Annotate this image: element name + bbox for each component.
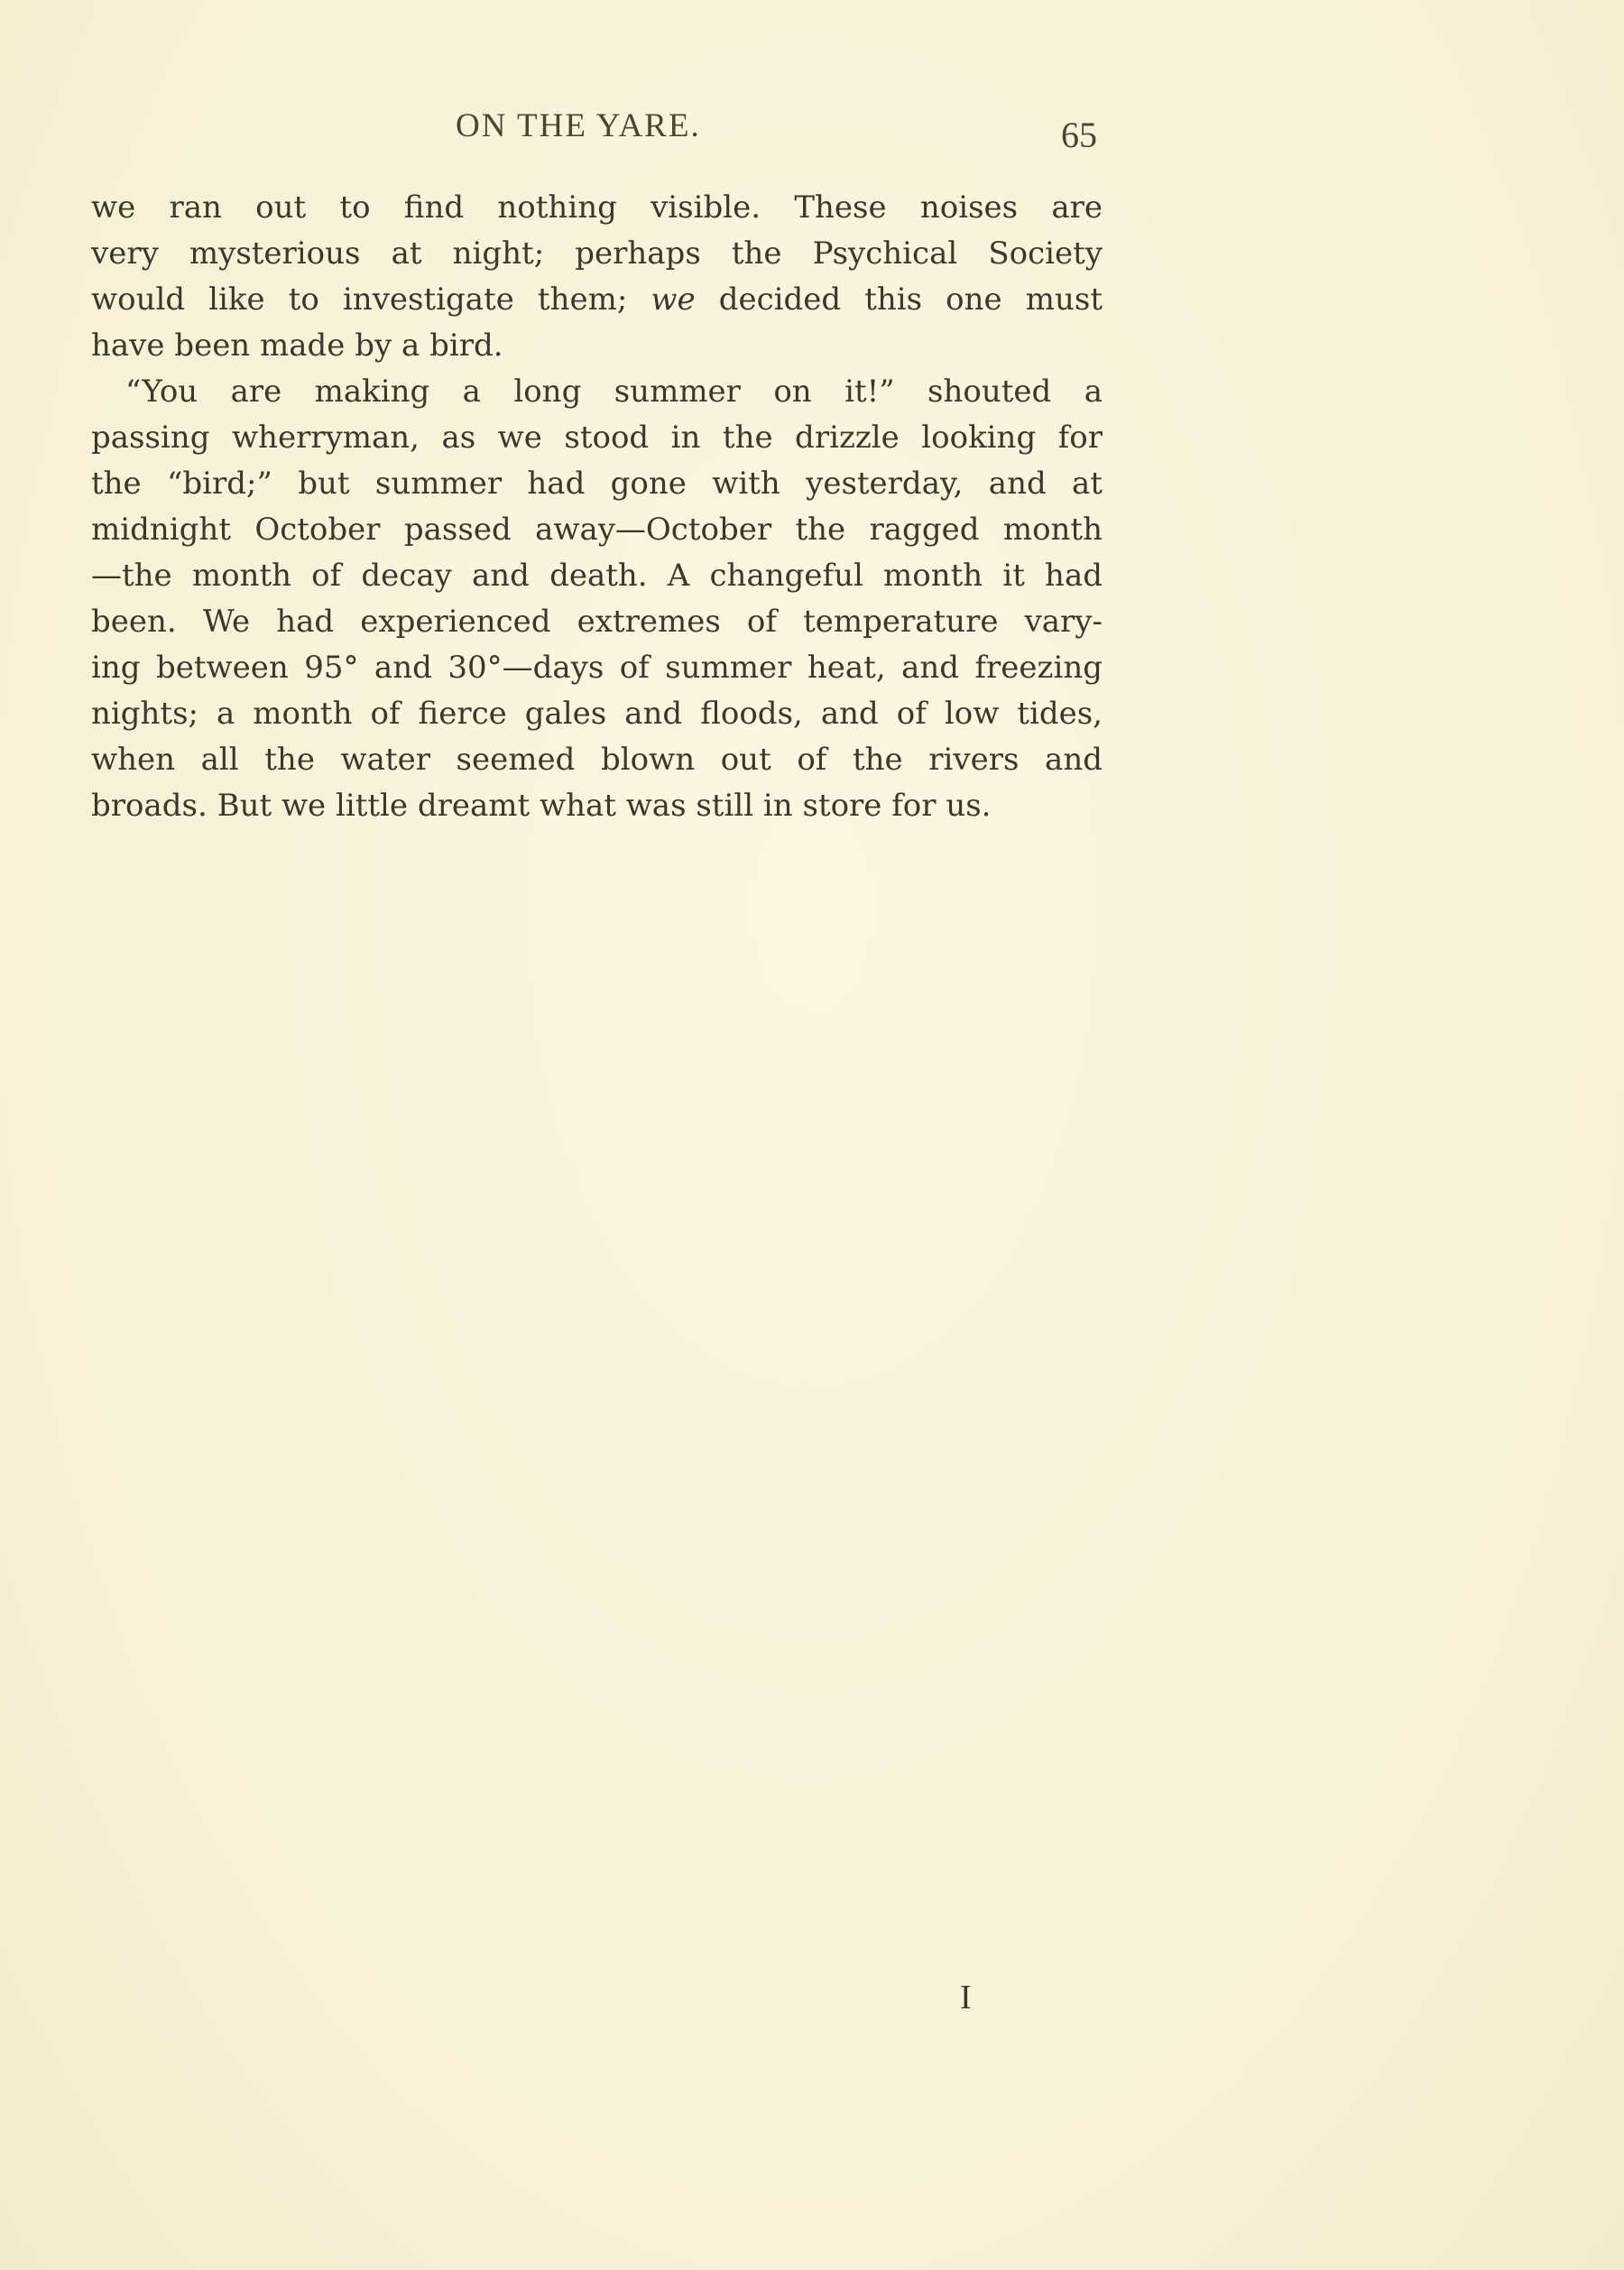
text-line-7: the “bird;” but summer had gone with yesterday, and at — [91, 466, 1103, 502]
text-line-9: —the month of decay and death. A changeful month it had — [91, 558, 1103, 594]
page-number: 65 — [1061, 115, 1097, 155]
text-line-14: broads. But we little dreamt what was still in store for us. — [91, 788, 992, 824]
running-head — [0, 106, 1624, 161]
body-text — [91, 185, 1103, 829]
text-line-3-start: would like to investigate them; — [91, 281, 628, 318]
text-line-3-end: decided this one must — [718, 281, 1103, 318]
text-line-12: nights; a month of fierce gales and floods, and of low tides, — [91, 696, 1103, 732]
text-line-3 — [91, 277, 1103, 323]
text-line-3-italic: we — [651, 281, 696, 318]
text-line-6: passing wherryman, as we stood in the drizzle looking for — [91, 420, 1103, 456]
text-line-1: we ran out to find nothing visible. These noises are — [91, 189, 1103, 226]
text-line-2: very mysterious at night; perhaps the Psychical Society — [91, 235, 1103, 272]
text-line-4: have been made by a bird. — [91, 328, 503, 364]
text-line-5: “You are making a long summer on it!” shouted a — [125, 374, 1103, 410]
text-line-10: been. We had experienced extremes of temperature vary- — [91, 604, 1103, 640]
signature-mark: I — [960, 1979, 972, 2016]
text-line-13: when all the water seemed blown out of the rivers and — [91, 742, 1103, 778]
text-line-8: midnight October passed away—October the ragged month — [91, 512, 1103, 548]
running-title: ON THE YARE. — [456, 107, 701, 144]
text-line-11: ing between 95° and 30°—days of summer heat, and freezing — [91, 650, 1103, 686]
